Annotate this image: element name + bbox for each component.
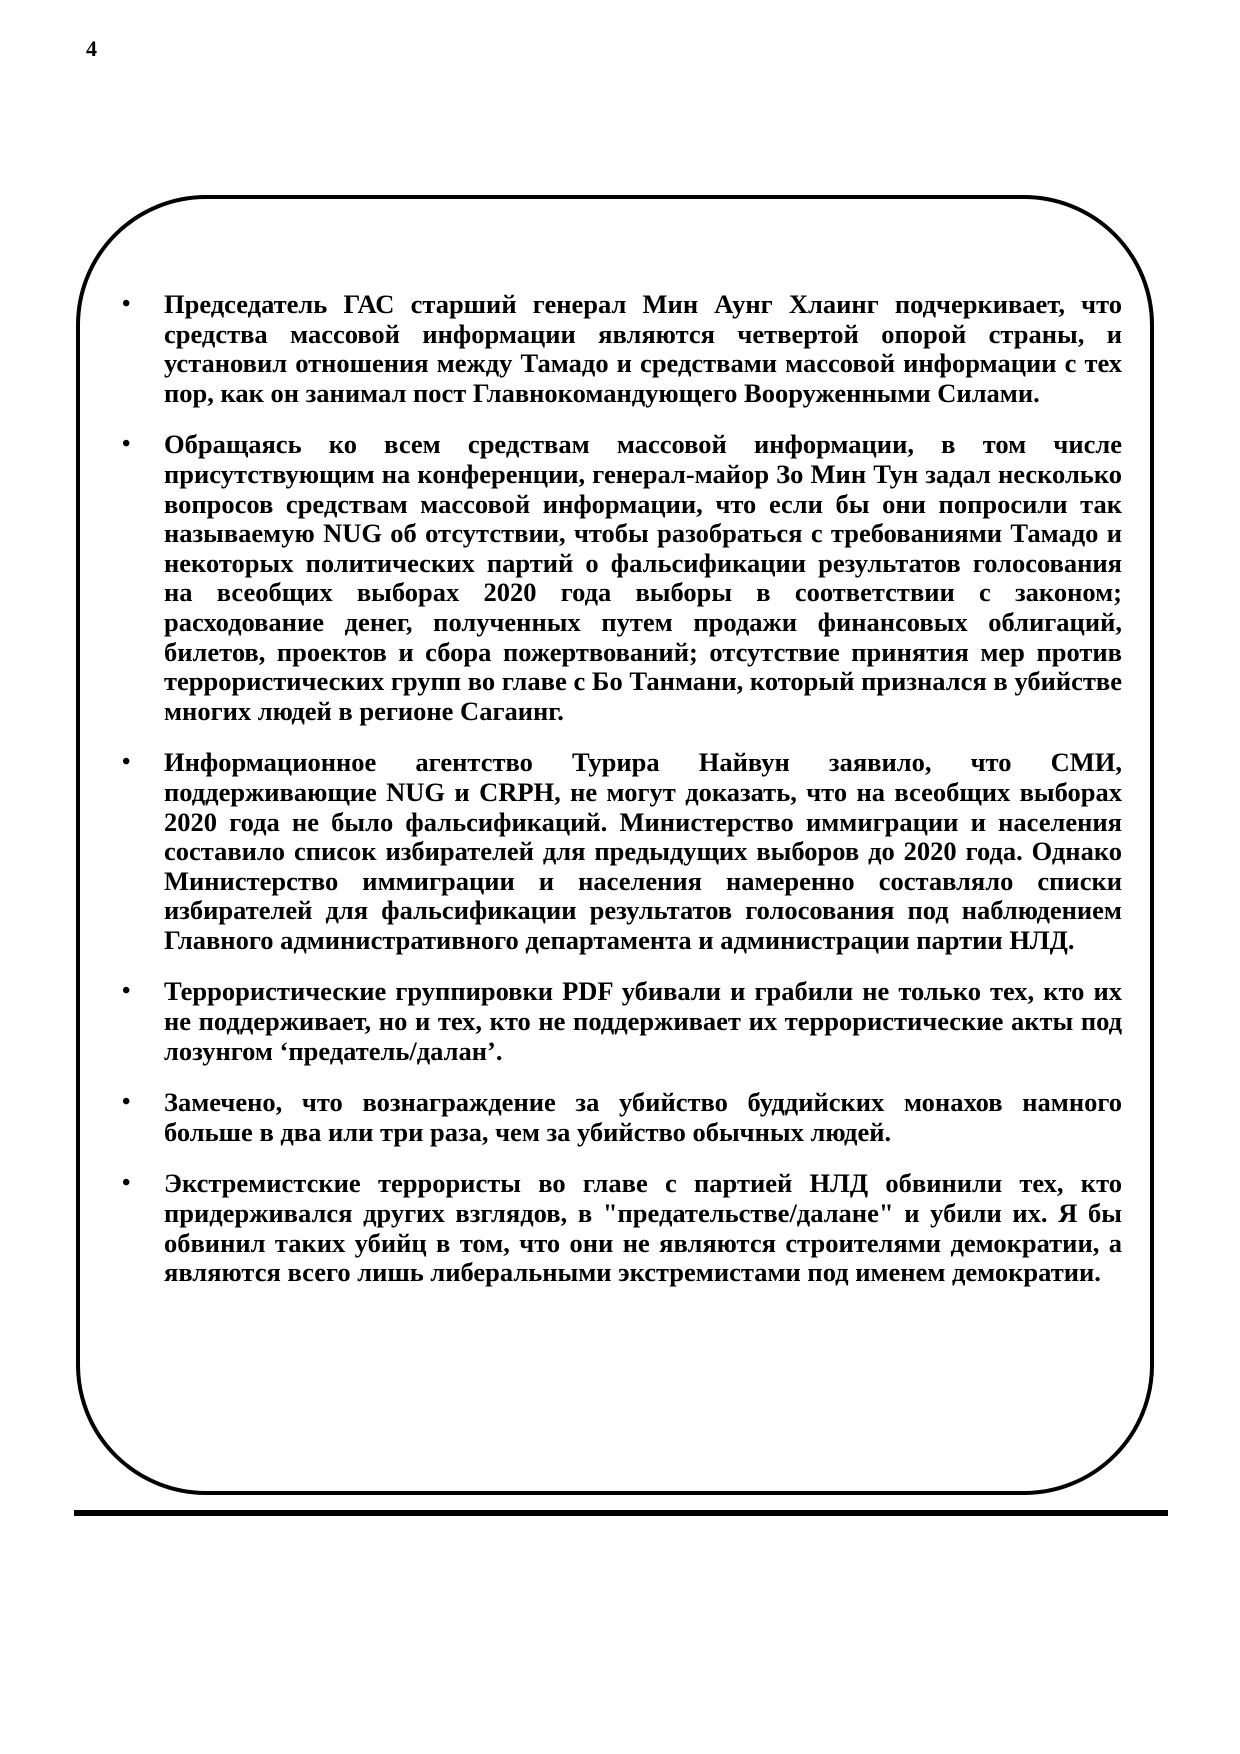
horizontal-rule (74, 1510, 1168, 1516)
list-item (110, 1088, 1122, 1147)
list-item (110, 1169, 1122, 1287)
list-item-text: Экстремистские террористы во главе с партией НЛД обвинили тех, кто придерживался других взглядов, в "предательстве/далане" и убили их. Я бы обвинил таких убийц в том, что они не являются строителями демократии, а являются всего лишь либеральными экстремистами под именем демократии. (164, 1168, 1122, 1288)
list-item-text: Замечено, что вознаграждение за убийство буддийских монахов намного больше в два или три раза, чем за убийство обычных людей. (164, 1087, 1122, 1147)
list-item-text: Председатель ГАС старший генерал Мин Аунг Хлаинг подчеркивает, что средства массовой информации являются четвертой опорой страны, и установил отношения между Тамадо и средствами массовой информации с тех пор, как он занимал пост Главнокомандующего Вооруженными Силами. (164, 289, 1122, 408)
bullet-icon: • (122, 431, 131, 458)
page-number: 4 (86, 36, 97, 61)
bullet-icon: • (122, 978, 131, 1005)
bullet-icon: • (122, 1170, 131, 1197)
list-item-text: Информационное агентство Турира Найвун заявило, что СМИ, поддерживающие NUG и CRPH, не могут доказать, что на всеобщих выборах 2020 года не было фальсификаций. Министерство иммиграции и населения составило список избирателей для предыдущих выборов до 2020 года. Однако Министерство иммиграции и населения намеренно составляло списки избирателей для фальсификации результатов голосования под наблюдением Главного административного департамента и администрации партии НЛД. (164, 747, 1122, 955)
bullet-icon: • (122, 1089, 131, 1116)
list-item (110, 290, 1122, 408)
list-item (110, 430, 1122, 726)
list-item-text: Обращаясь ко всем средствам массовой информации, в том числе присутствующим на конференции, генерал-майор Зо Мин Тун задал несколько вопросов средствам массовой информации, что если бы они попросили так называемую NUG об отсутствии, чтобы разобраться с требованиями Тамадо и некоторых политических партий о фальсификации результатов голосования на всеобщих выборах 2020 года выборы в соответствии с законом; расходование денег, полученных путем продажи финансовых облигаций, билетов, проектов и сбора пожертвований; отсутствие принятия мер против террористических групп во главе с Бо Танмани, который признался в убийстве многих людей в регионе Сагаинг. (164, 429, 1122, 726)
bullet-list (110, 290, 1122, 1310)
list-item (110, 977, 1122, 1066)
list-item (110, 748, 1122, 955)
bullet-icon: • (122, 291, 131, 317)
bullet-icon: • (122, 749, 131, 776)
list-item-text: Террористические группировки PDF убивали и грабили не только тех, кто их не поддерживает, но и тех, кто не поддерживает их террористические акты под лозунгом ‘предатель/далан’. (164, 976, 1122, 1066)
